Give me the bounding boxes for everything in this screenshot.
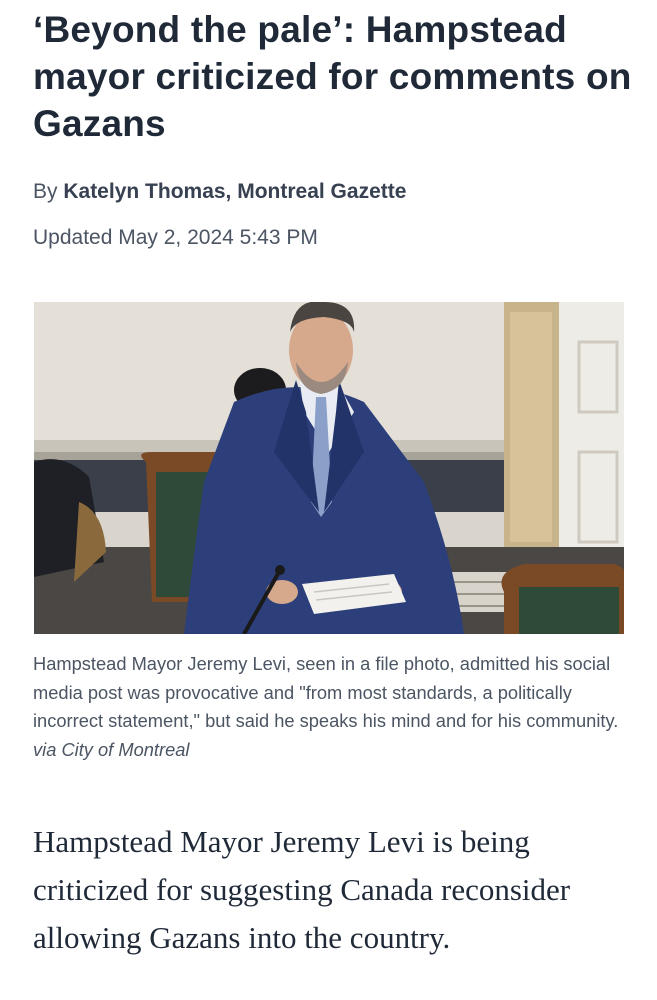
photo-credit: via City of Montreal <box>33 738 190 760</box>
byline-prefix: By <box>33 180 64 203</box>
photo-caption <box>33 650 633 764</box>
updated-timestamp: Updated May 2, 2024 5:43 PM <box>33 226 318 249</box>
caption-text: Hampstead Mayor Jeremy Levi, seen in a file photo, admitted his social media post was provocative and "from most standards, a politically incorrect statement," but said he speaks his mind and for his community. <box>33 653 619 731</box>
article-photo[interactable] <box>34 302 624 634</box>
photo-illustration <box>34 302 624 634</box>
article-headline: ‘Beyond the pale’: Hampstead mayor criticized for comments on Gazans <box>33 9 632 144</box>
author-name[interactable]: Katelyn Thomas, Montreal Gazette <box>63 180 407 203</box>
byline <box>33 177 406 207</box>
lead-paragraph: Hampstead Mayor Jeremy Levi is being criticized for suggesting Canada reconsider allowing Gazans into the country. <box>33 824 571 955</box>
